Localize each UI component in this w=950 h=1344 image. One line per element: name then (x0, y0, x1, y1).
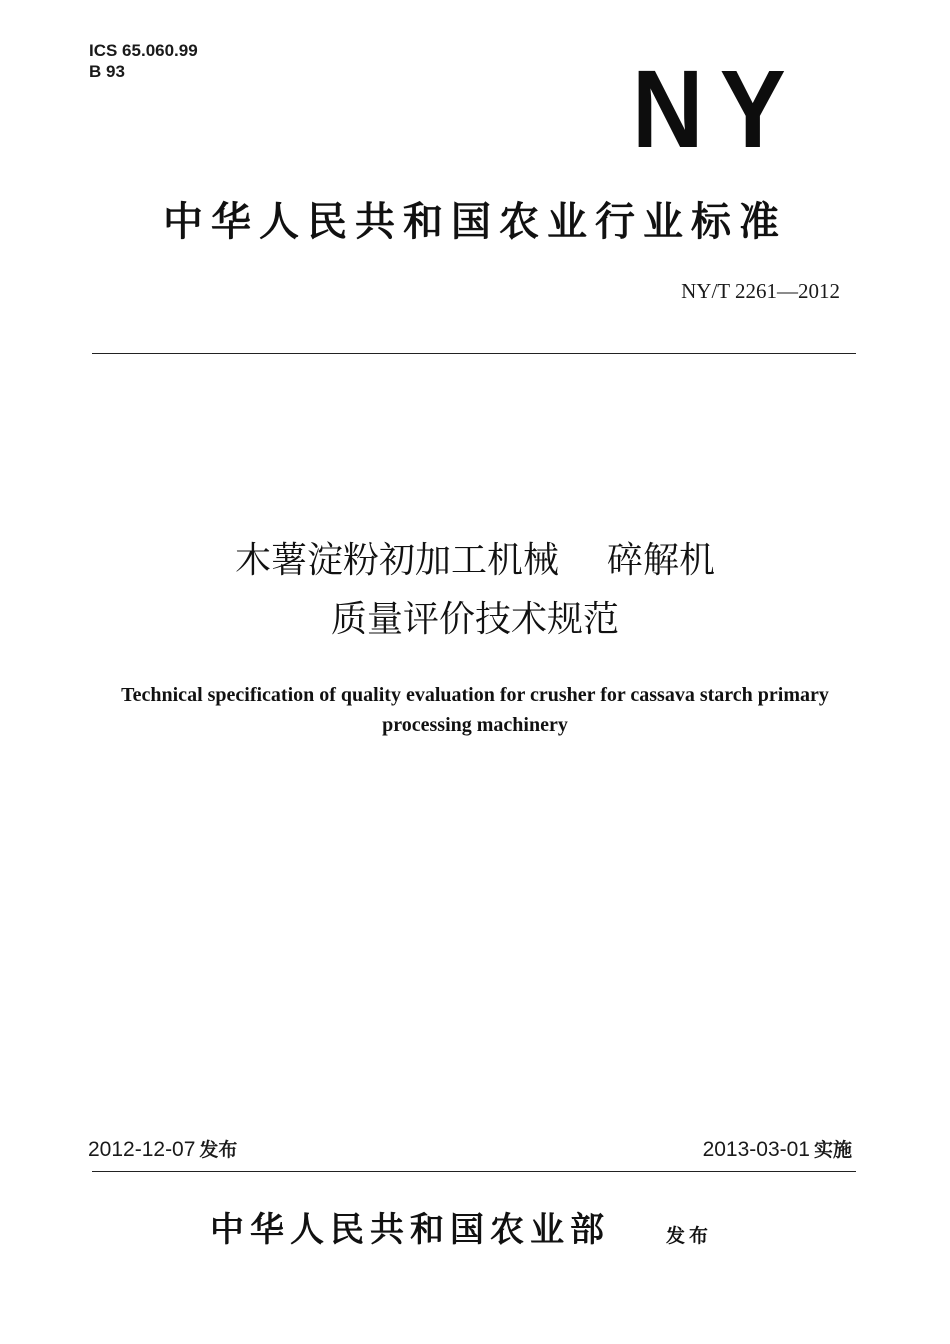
title-cn-part1: 木薯淀粉初加工机械 (234, 540, 559, 581)
issue-label: 发布 (199, 1139, 238, 1161)
publisher-action: 发布 (666, 1225, 713, 1247)
issue-date (88, 1136, 237, 1164)
ics-code: ICS 65.060.99 (89, 41, 198, 60)
header-divider (92, 353, 856, 354)
standard-code: NY/T 2261—2012 (681, 279, 840, 303)
document-title-cn-line1 (0, 535, 950, 587)
document-title-en-line2: processing machinery (382, 714, 568, 736)
ccs-code: B 93 (89, 62, 125, 81)
publisher-name: 中华人民共和国农业部 (210, 1210, 610, 1250)
standard-title: 中华人民共和国农业行业标准 (163, 198, 787, 245)
implement-date (703, 1136, 852, 1164)
document-title-en-line1: Technical specification of quality evaluation for crusher for cassava starch primary (121, 684, 829, 706)
footer-divider (92, 1171, 856, 1172)
title-cn-part2: 碎解机 (607, 540, 716, 581)
ny-logo: NY (632, 48, 802, 171)
implement-date-value: 2013-03-01 (702, 1138, 810, 1161)
issue-date-value: 2012-12-07 (88, 1138, 196, 1161)
classification-codes (89, 40, 198, 82)
document-title-cn-line2: 质量评价技术规范 (330, 599, 619, 640)
implement-label: 实施 (813, 1139, 852, 1161)
